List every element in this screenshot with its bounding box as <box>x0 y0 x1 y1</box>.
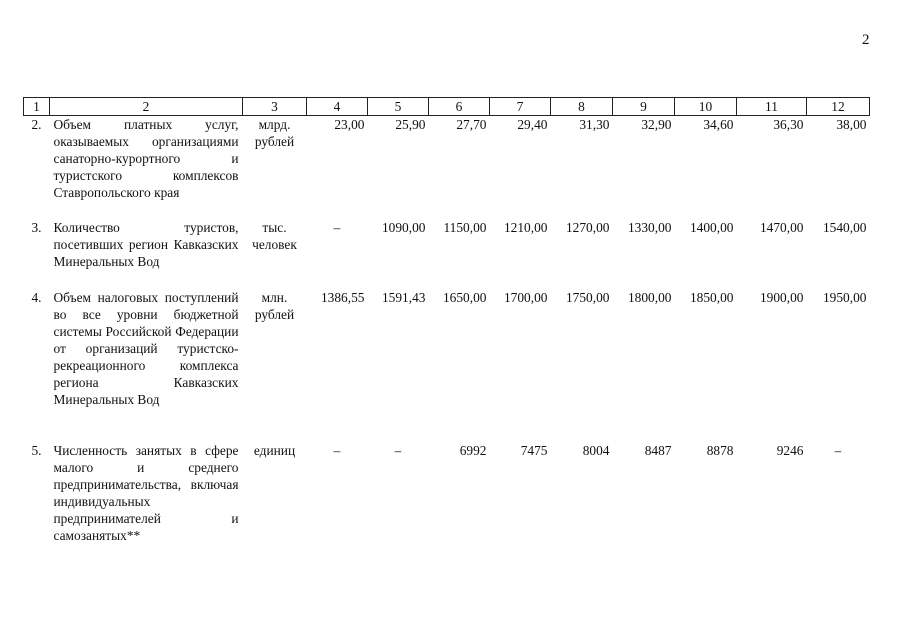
indicator-name: Объем платных услуг, оказываемых организациями санаторно-курортного и туристского комплексов Ставропольского края <box>53 117 239 200</box>
table-row <box>24 289 870 442</box>
col-header: 10 <box>675 98 737 116</box>
value-cell: 1090,00 <box>381 219 426 235</box>
value-cell: 1800,00 <box>627 289 672 305</box>
value-cell: 27,70 <box>456 117 487 132</box>
value-cell: – <box>333 442 341 458</box>
value-cell: 1470,00 <box>759 219 804 235</box>
value-cell: 1591,43 <box>381 289 426 305</box>
value-cell: 1850,00 <box>689 289 734 305</box>
value-cell: 6992 <box>459 442 487 458</box>
value-cell: 1210,00 <box>503 219 548 235</box>
value-cell: 1950,00 <box>822 289 867 305</box>
indicator-name: Количество туристов, посетивших регион Кавказских Минеральных Вод <box>53 219 239 269</box>
col-header: 1 <box>24 98 50 116</box>
value-cell: 1540,00 <box>822 219 867 235</box>
col-header: 6 <box>429 98 490 116</box>
value-cell: – <box>834 442 842 458</box>
value-cell: 7475 <box>520 442 548 458</box>
value-cell: – <box>333 219 341 235</box>
value-cell: 1386,55 <box>320 289 365 305</box>
col-header: 2 <box>50 98 243 116</box>
col-header: 11 <box>737 98 807 116</box>
col-header: 12 <box>807 98 870 116</box>
col-header: 5 <box>368 98 429 116</box>
col-header: 8 <box>551 98 613 116</box>
table-row <box>24 442 870 544</box>
col-header: 7 <box>490 98 551 116</box>
row-number: 3. <box>31 219 42 235</box>
unit: млн. рублей <box>254 289 295 322</box>
value-cell: 23,00 <box>334 117 365 132</box>
row-number: 4. <box>31 289 42 305</box>
value-cell: 1400,00 <box>689 219 734 235</box>
table-row <box>24 219 870 289</box>
indicators-table <box>23 97 870 544</box>
value-cell: 32,90 <box>641 117 672 132</box>
unit: тыс. человек <box>252 219 297 252</box>
value-cell: 31,30 <box>579 117 610 132</box>
value-cell: 34,60 <box>703 117 734 132</box>
row-number: 5. <box>31 442 42 458</box>
value-cell: 36,30 <box>773 117 804 132</box>
value-cell: 1270,00 <box>565 219 610 235</box>
value-cell: 38,00 <box>836 117 867 132</box>
row-number: 2. <box>31 117 42 132</box>
header-row <box>24 98 870 116</box>
value-cell: 8878 <box>706 442 734 458</box>
value-cell: 1330,00 <box>627 219 672 235</box>
table-row <box>24 116 870 219</box>
page-number: 2 <box>862 32 870 48</box>
value-cell: 9246 <box>776 442 804 458</box>
value-cell: 1750,00 <box>565 289 610 305</box>
value-cell: 25,90 <box>395 117 426 132</box>
indicator-name: Объем налоговых поступлений во все уровни бюджетной системы Российской Федерации от организаций туристско-рекреационного комплекса региона Кавказских Минеральных Вод <box>53 289 239 407</box>
value-cell: 8004 <box>582 442 610 458</box>
col-header: 3 <box>243 98 307 116</box>
col-header: 9 <box>613 98 675 116</box>
unit: млрд. рублей <box>254 117 295 149</box>
value-cell: 29,40 <box>517 117 548 132</box>
value-cell: – <box>394 442 402 458</box>
value-cell: 8487 <box>644 442 672 458</box>
unit: единиц <box>253 442 296 458</box>
indicator-name: Численность занятых в сфере малого и среднего предпринимательства, включая индивидуальных предпринимателей и самозанятых** <box>53 442 239 543</box>
value-cell: 1150,00 <box>443 219 487 235</box>
value-cell: 1900,00 <box>759 289 804 305</box>
value-cell: 1650,00 <box>442 289 487 305</box>
value-cell: 1700,00 <box>503 289 548 305</box>
col-header: 4 <box>307 98 368 116</box>
